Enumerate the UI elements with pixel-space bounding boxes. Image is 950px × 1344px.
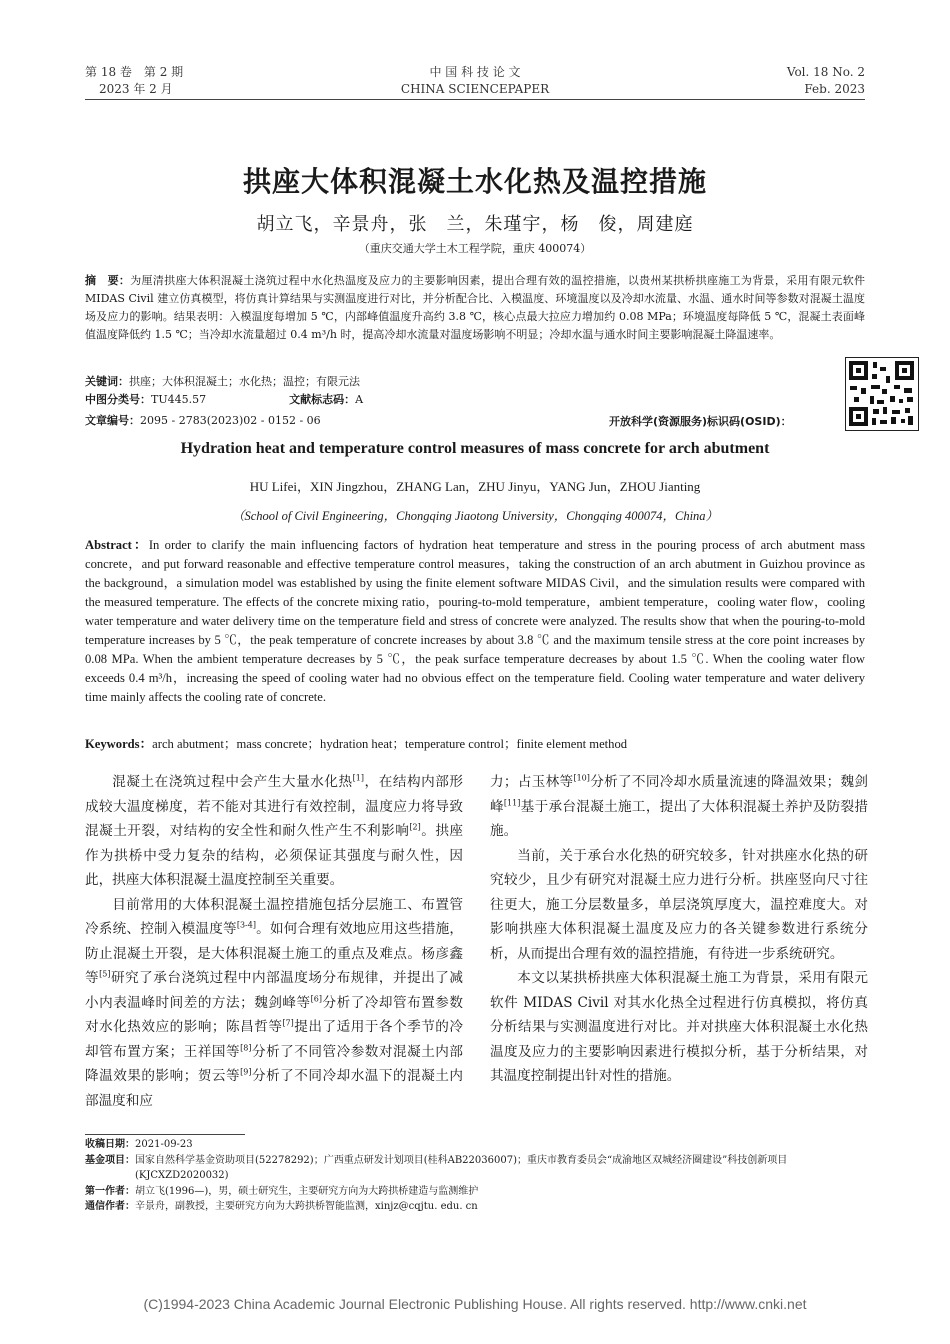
footnote-label: 第一作者： [85,1185,135,1197]
citation[interactable]: [11] [503,797,521,807]
keywords-cn [85,374,360,390]
keywords-en-label: Keywords： [85,737,153,751]
footnote-text: 2021-09-23 [135,1139,193,1150]
abstract-en-text: In order to clarify the main influencing factors of hydration heat temperature and stress in the pouring process of arch abutment mass concrete，and put forward reasonable and effective temperature control measures，taking the construction of an arch abutment in Guizhou province as the background，a simulation model was established by using the finite element software MIDAS Civil，and the simulation results were compared with the measured temperature. The effects of the concrete mixing ratio，pouring-to-mold temperature，ambient temperature，cooling water flow，cooling water temperature and water delivery time on the temperature field and stress of concrete were analyzed. The results show that when the pouring-to-mold temperature increases by 5 ℃，the peak temperature of concrete increases by about 3.8 ℃ and the maximum tensile stress at the core point increases by 0.08 MPa. When the ambient temperature decreases by 5 ℃，the peak surface temperature decreases by about 1.5 ℃. When the cooling water flow exceeds 0.4 m³/h，increasing the speed of cooling water had no obvious effect on the temperature field. Cooling water temperature and water delivery time mainly affects the cooling rate of concrete. [85,538,865,704]
footnote-divider [85,1134,245,1135]
body-paragraph: 本文以某拱桥拱座大体积混凝土施工为背景，采用有限元软件 MIDAS Civil 对其水化热全过程进行仿真模拟，将仿真分析结果与实测温度进行对比。并对拱座大体积混凝土水化热温度及应力的主要影响因素进行模拟分析，基于分析结果，对其温度控制提出针对性的措施。 [490,970,868,1084]
keywords-cn-text: 拱座；大体积混凝土；水化热；温控；有限元法 [129,375,360,388]
affiliation-cn: （重庆交通大学土木工程学院，重庆 400074） [358,242,592,255]
volume-issue-en: Vol. 18 No. 2 [786,65,865,79]
footnote-received [85,1137,875,1153]
paper-title-en: Hydration heat and temperature control measures of mass concrete for arch abutment [180,440,770,457]
body-text: 目前常用的大体积混凝土温控措施包括分层施工、布置管冷系统、控制入模温度等 [85,896,463,937]
body-text: 。如何合理有效地应用这些措施，防止混凝土开裂，是大体积混凝土施工的重点及难点。杨彦鑫等 [85,921,464,986]
header-center [85,64,865,98]
keywords-en [85,733,865,752]
date-cn: 2023 年 2 月 [99,82,173,96]
footnote-label: 基金项目： [85,1154,135,1166]
header-right [787,64,865,98]
body-text: 基于承台混凝土施工，提出了大体积混凝土养护及防裂措施。 [490,798,869,839]
body-text: 混凝土在浇筑过程中会产生大量水化热 [112,774,353,790]
header-divider [85,99,865,100]
authors-cn: 胡立飞，辛景舟，张 兰，朱瑾宇，杨 俊，周建庭 [256,214,694,235]
citation[interactable]: [1] [352,773,364,783]
clc-value: TU445.57 [151,393,207,406]
footnote-text: 胡立飞(1996—)，男，硕士研究生，主要研究方向为大跨拱桥建造与监测维护 [135,1185,479,1197]
article-no-label: 文章编号： [85,414,140,427]
doc-code-label: 文献标志码： [289,393,356,406]
abstract-cn-label: 摘 要： [85,274,131,287]
footnote-text: 国家自然科学基金资助项目(52278292)；广西重点研发计划项目(桂科AB22036007)；重庆市教育委员会“成渝地区双城经济圈建设”科技创新项目(KJCXZD2020032) [135,1154,788,1181]
authors-en: HU Lifei，XIN Jingzhou，ZHANG Lan，ZHU Jinyu，YANG Jun，ZHOU Jianting [249,479,701,494]
doc-code-value: A [355,393,364,406]
abstract-en-label: Abstract： [85,538,149,552]
footnote-first-author [85,1184,875,1200]
clc-label: 中图分类号： [85,393,151,406]
citation[interactable]: [5] [99,969,111,979]
date-en: Feb. 2023 [804,82,865,96]
body-text: 。拱座作为拱桥中受力复杂的结构，必须保证其强度与耐久性，因此，拱座大体积混凝土温度控制至关重要。 [85,823,464,888]
citation[interactable]: [6] [310,993,322,1003]
journal-name-cn: 中 国 科 技 论 文 [429,65,521,79]
abstract-cn [85,272,865,344]
body-paragraph [490,770,868,844]
body-text: 研究了承台浇筑过程中内部温度场分布规律，并提出了减小内表温峰时间差的方法；魏剑峰等 [85,970,464,1011]
abstract-cn-text: 为厘清拱座大体积混凝土浇筑过程中水化热温度及应力的主要影响因素，提出合理有效的温控措施，以贵州某拱桥拱座施工为背景，采用有限元软件 MIDAS Civil 建立仿真模型，将仿真计算结果与实测温度进行对比，并分析配合比、入模温度、环境温度以及冷却水流量、水温、通水时间等参数对混凝土温度场及应力的影响。结果表明：入模温度每增加 5 ℃，内部峰值温度升高约 3.8 ℃，核心点最大拉应力增加约 0.08 MPa；环境温度每降低 5 ℃，混凝土表面峰值温度降低约 1.5 ℃；当冷却水流量超过 0.4 m³/h 时，提高冷却水流量对温度场影响不明显；冷却水温与通水时间主要影响混凝土降温速率。 [85,274,866,341]
body-paragraph [85,893,463,1114]
journal-name-en: CHINA SCIENCEPAPER [400,82,550,96]
classification-line [85,392,363,408]
footnote-text: 辛景舟，副教授，主要研究方向为大跨拱桥智能监测，xinjz@cqjtu. edu. cn [135,1201,478,1212]
keywords-cn-label: 关键词： [85,375,129,388]
citation[interactable]: [10] [573,773,590,783]
citation[interactable]: [7] [282,1018,294,1028]
citation[interactable]: [9] [240,1067,252,1077]
osid-label: 开放科学(资源服务)标识码(OSID)： [609,415,792,428]
citation[interactable]: [3-4] [236,920,256,930]
citation[interactable]: [2] [409,822,421,832]
citation[interactable]: [8] [240,1042,252,1052]
footnote-fund [85,1153,875,1184]
body-column-right [490,770,868,1089]
body-text: 分析了不同冷却水温下的混凝土内部温度和应 [85,1068,464,1109]
footnote-label: 收稿日期： [85,1139,135,1150]
paper-title-cn: 拱座大体积混凝土水化热及温控措施 [242,165,707,198]
abstract-en [85,536,865,707]
article-no-value: 2095 - 2783(2023)02 - 0152 - 06 [140,414,321,427]
footnote-label: 通信作者： [85,1201,135,1212]
body-text: 分析了冷却管布置参数对水化热效应的影响；陈昌哲等 [85,994,464,1035]
volume-issue-cn: 第 18 卷 第 2 期 [85,65,184,79]
body-text: 提出了适用于各个季节的冷却管布置方案；王祥国等 [85,1019,464,1060]
body-column-left [85,770,463,1113]
body-paragraph [85,770,463,893]
body-text: 力；占玉林等 [490,774,574,790]
article-number-line [85,413,321,429]
body-paragraph: 当前，关于承台水化热的研究较多，针对拱座水化热的研究较少，且少有研究对混凝土应力进行分析。拱座竖向尺寸往往更大，施工分层数量多，单层浇筑厚度大，温控难度大。对影响拱座大体积混凝土温度及应力的各关键参数进行系统分析，从而提出合理有效的温控措施，有待进一步系统研究。 [490,847,868,962]
body-text: 分析了不同管冷参数对混凝土内部降温效果的影响；贺云等 [85,1043,464,1084]
body-text: 分析了不同冷却水质量流速的降温效果；魏剑峰 [490,774,869,815]
footnote-corresponding [85,1199,875,1215]
footnotes [85,1137,875,1215]
copyright-watermark: (C)1994-2023 China Academic Journal Electronic Publishing House. All rights reserved. http://www.cnki.net [143,1296,807,1312]
keywords-en-text: arch abutment；mass concrete；hydration heat；temperature control；finite element method [152,737,628,751]
body-text: ，在结构内部形成较大温度梯度，若不能对其进行有效控制，温度应力将导致混凝土开裂，对结构的安全性和耐久性产生不利影响 [85,774,464,839]
affiliation-en: （School of Civil Engineering，Chongqing Jiaotong University，Chongqing 400074，China） [231,509,719,523]
running-header [85,64,865,98]
qr-code-icon[interactable] [845,357,919,431]
